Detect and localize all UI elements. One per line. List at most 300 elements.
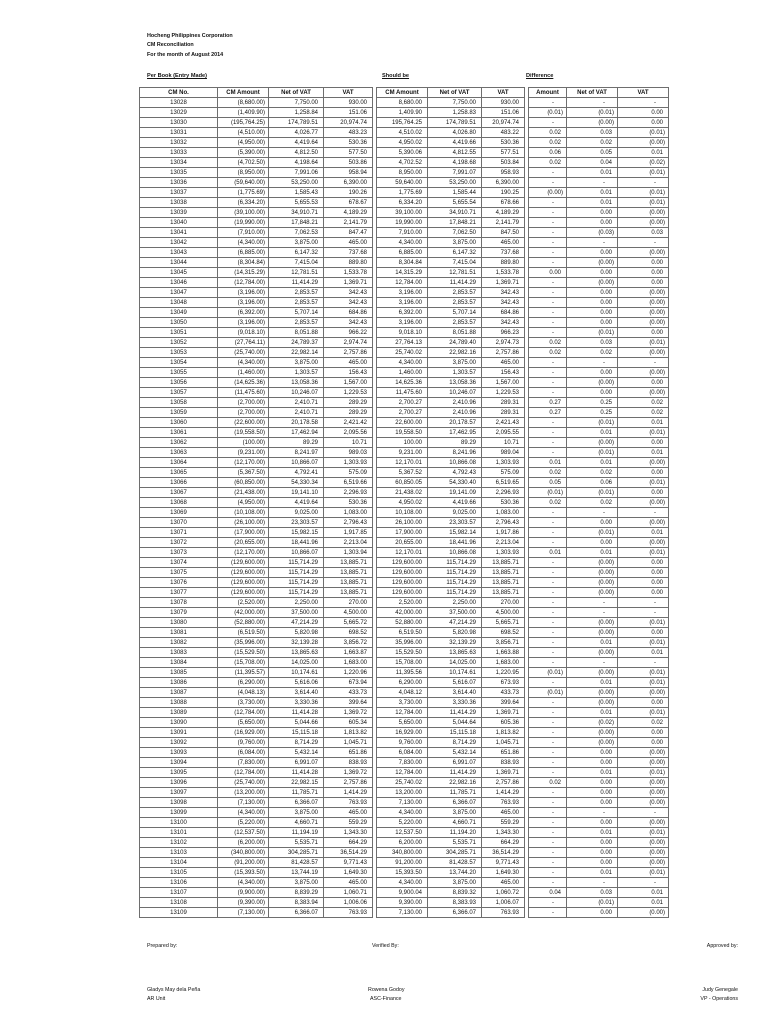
should-be-net-of-vat-cell: 54,330.40 [428,478,482,488]
difference-vat-cell: (0.00) [618,908,669,918]
difference-vat-cell: 0.00 [618,628,669,638]
difference-net-of-vat-cell: 0.01 [567,868,618,878]
cm-no-cell: 13054 [140,358,218,368]
difference-net-of-vat-cell: (0.00) [567,668,618,678]
book-cm-amount-cell: (12,784.00) [218,768,269,778]
difference-amount-cell: - [529,298,567,308]
difference-amount-cell: (0.01) [529,108,567,118]
book-net-of-vat-cell: 13,744.19 [269,868,324,878]
should-be-cm-amount-cell: 11,475.60 [377,388,428,398]
should-be-net-of-vat-cell: 115,714.29 [428,558,482,568]
book-vat-cell: 465.00 [324,238,373,248]
book-cm-amount-cell: (26,100.00) [218,518,269,528]
book-cm-amount-cell: (1,460.00) [218,368,269,378]
should-be-vat-cell: 6,390.00 [482,178,525,188]
difference-amount-cell: - [529,328,567,338]
table-row [140,858,669,868]
difference-amount-cell: 0.02 [529,138,567,148]
table-row [140,358,669,368]
cm-no-cell: 13068 [140,498,218,508]
should-be-vat-cell: 289.31 [482,398,525,408]
difference-amount-cell: - [529,518,567,528]
difference-vat-cell: (0.00) [618,218,669,228]
should-be-cm-amount-cell: 3,196.00 [377,318,428,328]
difference-vat-cell: - [618,238,669,248]
difference-net-of-vat-cell: 0.06 [567,478,618,488]
book-vat-cell: 1,663.87 [324,648,373,658]
difference-vat-cell: 0.00 [618,378,669,388]
should-be-net-of-vat-cell: 7,750.00 [428,98,482,108]
difference-amount-cell: - [529,368,567,378]
difference-net-of-vat-cell: 0.01 [567,188,618,198]
should-be-cm-amount-cell: 19,558.50 [377,428,428,438]
should-be-vat-cell: 20,974.74 [482,118,525,128]
book-cm-amount-cell: (11,395.57) [218,668,269,678]
should-be-cm-amount-cell: 4,048.12 [377,688,428,698]
difference-net-of-vat-cell: (0.03) [567,228,618,238]
difference-net-of-vat-cell: 0.00 [567,538,618,548]
difference-amount-cell: - [529,278,567,288]
difference-amount-cell: 0.04 [529,888,567,898]
should-be-net-of-vat-cell: 13,865.63 [428,648,482,658]
should-be-vat-cell: 1,567.00 [482,378,525,388]
should-be-cm-amount-cell: 52,880.00 [377,618,428,628]
cm-no-cell: 13101 [140,828,218,838]
book-net-of-vat-cell: 47,214.29 [269,618,324,628]
difference-vat-cell: (0.01) [618,188,669,198]
difference-net-of-vat-cell: 0.00 [567,368,618,378]
difference-vat-cell: (0.00) [618,838,669,848]
should-be-net-of-vat-cell: 11,785.71 [428,788,482,798]
difference-vat-cell: 0.00 [618,488,669,498]
difference-vat-cell: (0.00) [618,248,669,258]
difference-amount-cell: - [529,818,567,828]
difference-vat-cell: (0.00) [618,848,669,858]
book-cm-amount-cell: (9,231.00) [218,448,269,458]
difference-vat-cell: - [618,508,669,518]
should-be-net-of-vat-cell: 18,441.96 [428,538,482,548]
should-be-cm-amount-cell: 4,510.02 [377,128,428,138]
difference-vat-cell: - [618,98,669,108]
should-be-vat-cell: 9,771.43 [482,858,525,868]
should-be-vat-cell: 2,421.43 [482,418,525,428]
difference-vat-cell: - [618,178,669,188]
cm-no-cell: 13061 [140,428,218,438]
difference-amount-cell: - [529,378,567,388]
cm-no-cell: 13057 [140,388,218,398]
should-be-net-of-vat-cell: 11,414.29 [428,278,482,288]
difference-net-of-vat-cell: 0.01 [567,428,618,438]
difference-net-of-vat-cell: - [567,598,618,608]
should-be-net-of-vat-cell: 8,839.32 [428,888,482,898]
difference-net-of-vat-cell: 0.00 [567,758,618,768]
difference-amount-cell: (0.01) [529,668,567,678]
header-difference-vat: VAT [618,88,669,98]
should-be-vat-cell: 1,343.30 [482,828,525,838]
table-row [140,198,669,208]
book-net-of-vat-cell: 22,982.15 [269,778,324,788]
cm-no-cell: 13086 [140,678,218,688]
cm-no-cell: 13104 [140,858,218,868]
book-cm-amount-cell: (19,558.50) [218,428,269,438]
table-row [140,168,669,178]
book-cm-amount-cell: (12,537.50) [218,828,269,838]
table-row [140,778,669,788]
difference-vat-cell: (0.00) [618,498,669,508]
difference-amount-cell: - [529,428,567,438]
difference-vat-cell: (0.00) [618,138,669,148]
should-be-net-of-vat-cell: 1,303.57 [428,368,482,378]
difference-net-of-vat-cell: 0.02 [567,138,618,148]
should-be-vat-cell: 737.68 [482,248,525,258]
book-net-of-vat-cell: 53,250.00 [269,178,324,188]
should-be-net-of-vat-cell: 7,991.07 [428,168,482,178]
book-cm-amount-cell: (5,390.00) [218,148,269,158]
table-row [140,228,669,238]
difference-vat-cell: 0.00 [618,118,669,128]
should-be-cm-amount-cell: 14,315.29 [377,268,428,278]
difference-vat-cell: (0.00) [618,388,669,398]
book-net-of-vat-cell: 20,178.58 [269,418,324,428]
company-name: Hocheng Philippines Corporation [147,33,233,39]
difference-vat-cell: 0.01 [618,898,669,908]
should-be-vat-cell: 1,369.71 [482,708,525,718]
should-be-cm-amount-cell: 25,740.02 [377,348,428,358]
should-be-cm-amount-cell: 129,600.00 [377,558,428,568]
difference-amount-cell: 0.00 [529,268,567,278]
difference-vat-cell: (0.00) [618,858,669,868]
table-row [140,708,669,718]
difference-amount-cell: 0.02 [529,158,567,168]
should-be-vat-cell: 2,974.73 [482,338,525,348]
should-be-vat-cell: 3,856.71 [482,638,525,648]
should-be-net-of-vat-cell: 3,614.40 [428,688,482,698]
book-net-of-vat-cell: 7,750.00 [269,98,324,108]
difference-vat-cell: 0.00 [618,328,669,338]
book-cm-amount-cell: (8,680.00) [218,98,269,108]
book-cm-amount-cell: (129,600.00) [218,578,269,588]
book-cm-amount-cell: (3,196.00) [218,318,269,328]
book-net-of-vat-cell: 8,051.88 [269,328,324,338]
should-be-vat-cell: 156.43 [482,368,525,378]
difference-net-of-vat-cell: 0.00 [567,848,618,858]
book-cm-amount-cell: (129,600.00) [218,568,269,578]
difference-net-of-vat-cell: 0.00 [567,798,618,808]
difference-vat-cell: (0.00) [618,748,669,758]
book-cm-amount-cell: (4,340.00) [218,878,269,888]
difference-net-of-vat-cell: (0.01) [567,898,618,908]
should-be-cm-amount-cell: 15,708.00 [377,658,428,668]
should-be-cm-amount-cell: 5,650.00 [377,718,428,728]
should-be-vat-cell: 465.00 [482,238,525,248]
book-vat-cell: 530.36 [324,138,373,148]
difference-net-of-vat-cell: (0.00) [567,648,618,658]
book-cm-amount-cell: (12,784.00) [218,708,269,718]
book-vat-cell: 2,213.04 [324,538,373,548]
book-vat-cell: 530.36 [324,498,373,508]
difference-amount-cell: - [529,618,567,628]
cm-no-cell: 13034 [140,158,218,168]
difference-amount-cell: - [529,868,567,878]
difference-vat-cell: 0.00 [618,578,669,588]
cm-no-cell: 13102 [140,838,218,848]
book-cm-amount-cell: (11,475.60) [218,388,269,398]
should-be-net-of-vat-cell: 6,147.32 [428,248,482,258]
should-be-vat-cell: 1,303.93 [482,548,525,558]
difference-amount-cell: - [529,578,567,588]
should-be-cm-amount-cell: 13,200.00 [377,788,428,798]
difference-vat-cell: - [618,878,669,888]
should-be-net-of-vat-cell: 4,660.71 [428,818,482,828]
table-row [140,748,669,758]
difference-amount-cell: - [529,538,567,548]
should-be-net-of-vat-cell: 34,910.71 [428,208,482,218]
header-book-cm-amount: CM Amount [218,88,269,98]
difference-amount-cell: - [529,598,567,608]
cm-no-cell: 13032 [140,138,218,148]
book-net-of-vat-cell: 5,707.14 [269,308,324,318]
table-row [140,468,669,478]
should-be-net-of-vat-cell: 10,866.08 [428,458,482,468]
difference-amount-cell: - [529,198,567,208]
should-be-net-of-vat-cell: 4,792.43 [428,468,482,478]
book-net-of-vat-cell: 1,585.43 [269,188,324,198]
book-net-of-vat-cell: 2,410.71 [269,398,324,408]
cm-no-cell: 13063 [140,448,218,458]
difference-net-of-vat-cell: (0.00) [567,728,618,738]
table-row [140,828,669,838]
difference-net-of-vat-cell: (0.00) [567,378,618,388]
book-net-of-vat-cell: 304,285.71 [269,848,324,858]
table-row [140,768,669,778]
should-be-cm-amount-cell: 2,520.00 [377,598,428,608]
should-be-net-of-vat-cell: 32,139.29 [428,638,482,648]
should-be-vat-cell: 503.84 [482,158,525,168]
cm-no-cell: 13047 [140,288,218,298]
book-net-of-vat-cell: 5,655.53 [269,198,324,208]
should-be-vat-cell: 684.86 [482,308,525,318]
should-be-net-of-vat-cell: 11,414.29 [428,768,482,778]
book-vat-cell: 3,856.72 [324,638,373,648]
cm-no-cell: 13048 [140,298,218,308]
table-row [140,268,669,278]
book-net-of-vat-cell: 115,714.29 [269,558,324,568]
difference-net-of-vat-cell: (0.02) [567,718,618,728]
book-cm-amount-cell: (12,170.00) [218,458,269,468]
difference-amount-cell: - [529,808,567,818]
book-net-of-vat-cell: 19,141.10 [269,488,324,498]
table-row [140,648,669,658]
should-be-cm-amount-cell: 14,625.36 [377,378,428,388]
should-be-vat-cell: 1,663.88 [482,648,525,658]
book-cm-amount-cell: (4,048.13) [218,688,269,698]
should-be-vat-cell: 342.43 [482,288,525,298]
book-cm-amount-cell: (3,196.00) [218,288,269,298]
should-be-vat-cell: 342.43 [482,298,525,308]
difference-amount-cell: - [529,558,567,568]
difference-net-of-vat-cell: 0.05 [567,148,618,158]
book-vat-cell: 342.43 [324,298,373,308]
difference-amount-cell: - [529,238,567,248]
book-net-of-vat-cell: 2,250.00 [269,598,324,608]
cm-no-cell: 13089 [140,708,218,718]
difference-vat-cell: (0.00) [618,688,669,698]
difference-amount-cell: - [529,588,567,598]
cm-no-cell: 13049 [140,308,218,318]
cm-no-cell: 13033 [140,148,218,158]
difference-vat-cell: 0.01 [618,528,669,538]
header-should-be-vat: VAT [482,88,525,98]
difference-net-of-vat-cell: 0.02 [567,348,618,358]
should-be-vat-cell: 483.22 [482,128,525,138]
table-row [140,138,669,148]
verified-by-label: Verified By: [372,943,399,949]
difference-net-of-vat-cell: 0.00 [567,308,618,318]
book-vat-cell: 190.26 [324,188,373,198]
should-be-vat-cell: 289.31 [482,408,525,418]
should-be-net-of-vat-cell: 6,366.07 [428,908,482,918]
should-be-net-of-vat-cell: 2,853.57 [428,298,482,308]
book-net-of-vat-cell: 2,853.57 [269,298,324,308]
book-net-of-vat-cell: 37,500.00 [269,608,324,618]
difference-net-of-vat-cell: (0.00) [567,438,618,448]
difference-net-of-vat-cell: 0.00 [567,838,618,848]
difference-net-of-vat-cell: - [567,98,618,108]
should-be-vat-cell: 1,220.95 [482,668,525,678]
book-vat-cell: 1,060.71 [324,888,373,898]
table-row [140,208,669,218]
book-cm-amount-cell: (1,775.69) [218,188,269,198]
difference-vat-cell: (0.02) [618,158,669,168]
difference-net-of-vat-cell: 0.01 [567,548,618,558]
prepared-by-position: AR Unit [147,996,166,1002]
table-row [140,618,669,628]
should-be-cm-amount-cell: 3,196.00 [377,298,428,308]
table-row [140,318,669,328]
book-cm-amount-cell: (19,990.00) [218,218,269,228]
book-net-of-vat-cell: 11,414.29 [269,278,324,288]
should-be-cm-amount-cell: 10,108.00 [377,508,428,518]
book-cm-amount-cell: (16,929.00) [218,728,269,738]
book-net-of-vat-cell: 14,025.00 [269,658,324,668]
difference-amount-cell: - [529,508,567,518]
report-period: For the month of August 2014 [147,52,224,58]
difference-net-of-vat-cell: - [567,178,618,188]
book-vat-cell: 433.73 [324,688,373,698]
difference-amount-cell: (0.01) [529,488,567,498]
table-row [140,418,669,428]
should-be-net-of-vat-cell: 53,250.00 [428,178,482,188]
book-vat-cell: 1,303.93 [324,458,373,468]
book-cm-amount-cell: (25,740.00) [218,778,269,788]
cm-no-cell: 13037 [140,188,218,198]
book-net-of-vat-cell: 5,044.66 [269,718,324,728]
difference-vat-cell: (0.01) [618,668,669,678]
should-be-vat-cell: 465.00 [482,878,525,888]
should-be-net-of-vat-cell: 13,058.36 [428,378,482,388]
cm-no-cell: 13087 [140,688,218,698]
book-net-of-vat-cell: 4,419.64 [269,138,324,148]
should-be-cm-amount-cell: 9,231.00 [377,448,428,458]
verified-by-position: ASC-Finance [370,996,402,1002]
table-row [140,288,669,298]
book-cm-amount-cell: (14,625.36) [218,378,269,388]
difference-vat-cell: (0.00) [618,818,669,828]
table-row [140,658,669,668]
difference-amount-cell: (0.01) [529,688,567,698]
difference-net-of-vat-cell: 0.02 [567,468,618,478]
book-cm-amount-cell: (27,764.11) [218,338,269,348]
should-be-cm-amount-cell: 2,700.27 [377,398,428,408]
book-vat-cell: 1,045.71 [324,738,373,748]
difference-vat-cell: (0.00) [618,318,669,328]
difference-net-of-vat-cell: (0.01) [567,108,618,118]
book-cm-amount-cell: (25,740.00) [218,348,269,358]
cm-no-cell: 13107 [140,888,218,898]
difference-vat-cell: 0.01 [618,648,669,658]
difference-amount-cell: - [529,228,567,238]
book-vat-cell: 684.86 [324,308,373,318]
difference-vat-cell: 0.02 [618,718,669,728]
table-row [140,368,669,378]
should-be-vat-cell: 13,885.71 [482,588,525,598]
book-net-of-vat-cell: 1,303.57 [269,368,324,378]
table-row [140,308,669,318]
book-cm-amount-cell: (15,708.00) [218,658,269,668]
difference-amount-cell: - [529,168,567,178]
table-row [140,788,669,798]
book-vat-cell: 342.43 [324,288,373,298]
difference-amount-cell: - [529,698,567,708]
should-be-vat-cell: 1,649.30 [482,868,525,878]
book-net-of-vat-cell: 4,660.71 [269,818,324,828]
book-net-of-vat-cell: 5,820.98 [269,628,324,638]
book-cm-amount-cell: (52,880.00) [218,618,269,628]
should-be-vat-cell: 530.36 [482,498,525,508]
should-be-vat-cell: 151.06 [482,108,525,118]
should-be-vat-cell: 1,683.00 [482,658,525,668]
should-be-vat-cell: 2,141.79 [482,218,525,228]
book-vat-cell: 156.43 [324,368,373,378]
should-be-cm-amount-cell: 4,340.00 [377,238,428,248]
book-vat-cell: 2,796.43 [324,518,373,528]
should-be-net-of-vat-cell: 4,026.80 [428,128,482,138]
difference-vat-cell: (0.00) [618,208,669,218]
should-be-cm-amount-cell: 129,600.00 [377,588,428,598]
book-net-of-vat-cell: 3,875.00 [269,358,324,368]
should-be-cm-amount-cell: 91,200.00 [377,858,428,868]
cm-no-cell: 13045 [140,268,218,278]
difference-amount-cell: - [529,248,567,258]
book-vat-cell: 958.94 [324,168,373,178]
prepared-by-name: Gladys May dela Peña [147,987,201,993]
cm-no-cell: 13066 [140,478,218,488]
should-be-vat-cell: 4,500.00 [482,608,525,618]
difference-net-of-vat-cell: (0.00) [567,588,618,598]
cm-no-cell: 13052 [140,338,218,348]
book-net-of-vat-cell: 3,614.40 [269,688,324,698]
book-net-of-vat-cell: 3,330.36 [269,698,324,708]
should-be-vat-cell: 2,757.86 [482,348,525,358]
difference-amount-cell: - [529,648,567,658]
book-cm-amount-cell: (17,900.00) [218,528,269,538]
cm-no-cell: 13062 [140,438,218,448]
should-be-net-of-vat-cell: 3,875.00 [428,238,482,248]
book-cm-amount-cell: (9,900.00) [218,888,269,898]
book-cm-amount-cell: (3,730.00) [218,698,269,708]
difference-net-of-vat-cell: 0.25 [567,398,618,408]
should-be-net-of-vat-cell: 2,410.96 [428,398,482,408]
